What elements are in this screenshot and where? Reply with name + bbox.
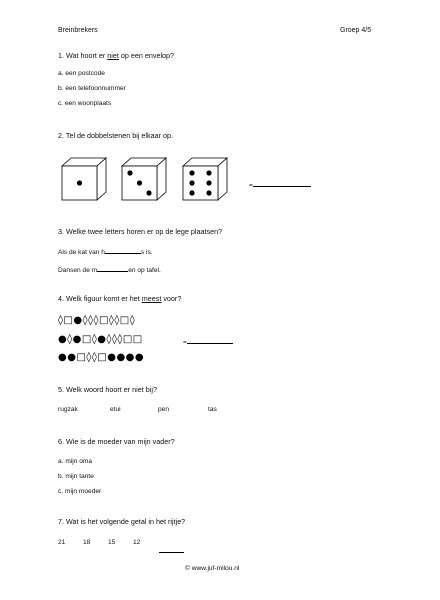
question-2-answer-blank[interactable] (253, 180, 311, 187)
header-group: Groep 4/5 (340, 27, 372, 34)
symbol-row-2: ●◊●□◊●◊◊◊□□ (58, 334, 143, 345)
question-3-sentence-1-end: s is. (140, 249, 153, 256)
question-6-option-b: b. mijn tante (58, 473, 94, 480)
question-2: 2. Tel de dobbelstenen bij elkaar op. (58, 131, 173, 140)
question-3-sentence-2 (58, 265, 161, 274)
word-option-4: tas (208, 406, 217, 413)
word-option-3: pen (158, 406, 170, 413)
question-3-sentence-2-end: en op tafel. (128, 267, 161, 274)
question-4-answer (183, 337, 233, 346)
question-3-sentence-2-start: Dansen de m (58, 267, 98, 274)
question-2-answer (249, 180, 311, 189)
question-7: 7. Wat is het volgende getal in het rijtje? (58, 517, 186, 526)
question-3-sentence-1 (58, 247, 153, 256)
question-3: 3. Welke twee letters horen er op de lege plaatsen? (58, 227, 223, 236)
question-1-option-b: b. een telefoonnummer (58, 85, 126, 92)
word-option-1: rugzak (58, 406, 78, 413)
question-7-answer-blank[interactable] (159, 546, 184, 553)
question-7-answer (159, 540, 184, 558)
question-1-emphasis: niet (107, 51, 119, 60)
question-1-option-c: c. een woonplaats (58, 100, 112, 107)
symbol-row-1: ◊□●◊◊◊□◊◊□◊ (58, 315, 136, 326)
question-4-prefix: 4. Welk figuur komt er het (58, 294, 142, 303)
question-1-suffix: op een envelop? (118, 51, 175, 60)
number-4: 12 (133, 539, 141, 546)
question-1 (58, 51, 174, 60)
symbol-row-3: ●●□◊◊□●●●● (58, 352, 145, 363)
question-3-blank-1[interactable] (105, 247, 141, 254)
word-option-2: etui (110, 406, 121, 413)
question-6-option-a: a. mijn oma (58, 458, 93, 465)
question-3-sentence-1-start: Als de kat van h (58, 249, 105, 256)
question-4-answer-blank[interactable] (187, 337, 233, 344)
die-three-icon (121, 157, 167, 201)
question-4 (58, 294, 181, 303)
question-4-suffix: voor? (161, 294, 182, 303)
die-one-icon (61, 157, 107, 201)
question-4-emphasis: meest (141, 294, 162, 303)
footer-copyright: © www.juf-milou.nl (185, 565, 240, 572)
question-4-equals: = (183, 339, 187, 346)
question-3-blank-2[interactable] (97, 265, 128, 272)
header-title: Breinbrekers (58, 27, 98, 34)
question-6-option-c: c. mijn moeder (58, 488, 102, 495)
number-3: 15 (108, 539, 116, 546)
question-6: 6. Wie is de moeder van mijn vader? (58, 437, 175, 446)
die-six-icon (182, 157, 228, 201)
number-2: 18 (83, 539, 91, 546)
question-1-prefix: 1. Wat hoort er (58, 51, 108, 60)
question-2-equals: = (249, 182, 253, 189)
number-1: 21 (58, 539, 66, 546)
question-1-option-a: a. een postcode (58, 70, 105, 77)
question-5: 5. Welk woord hoort er niet bij? (58, 385, 157, 394)
